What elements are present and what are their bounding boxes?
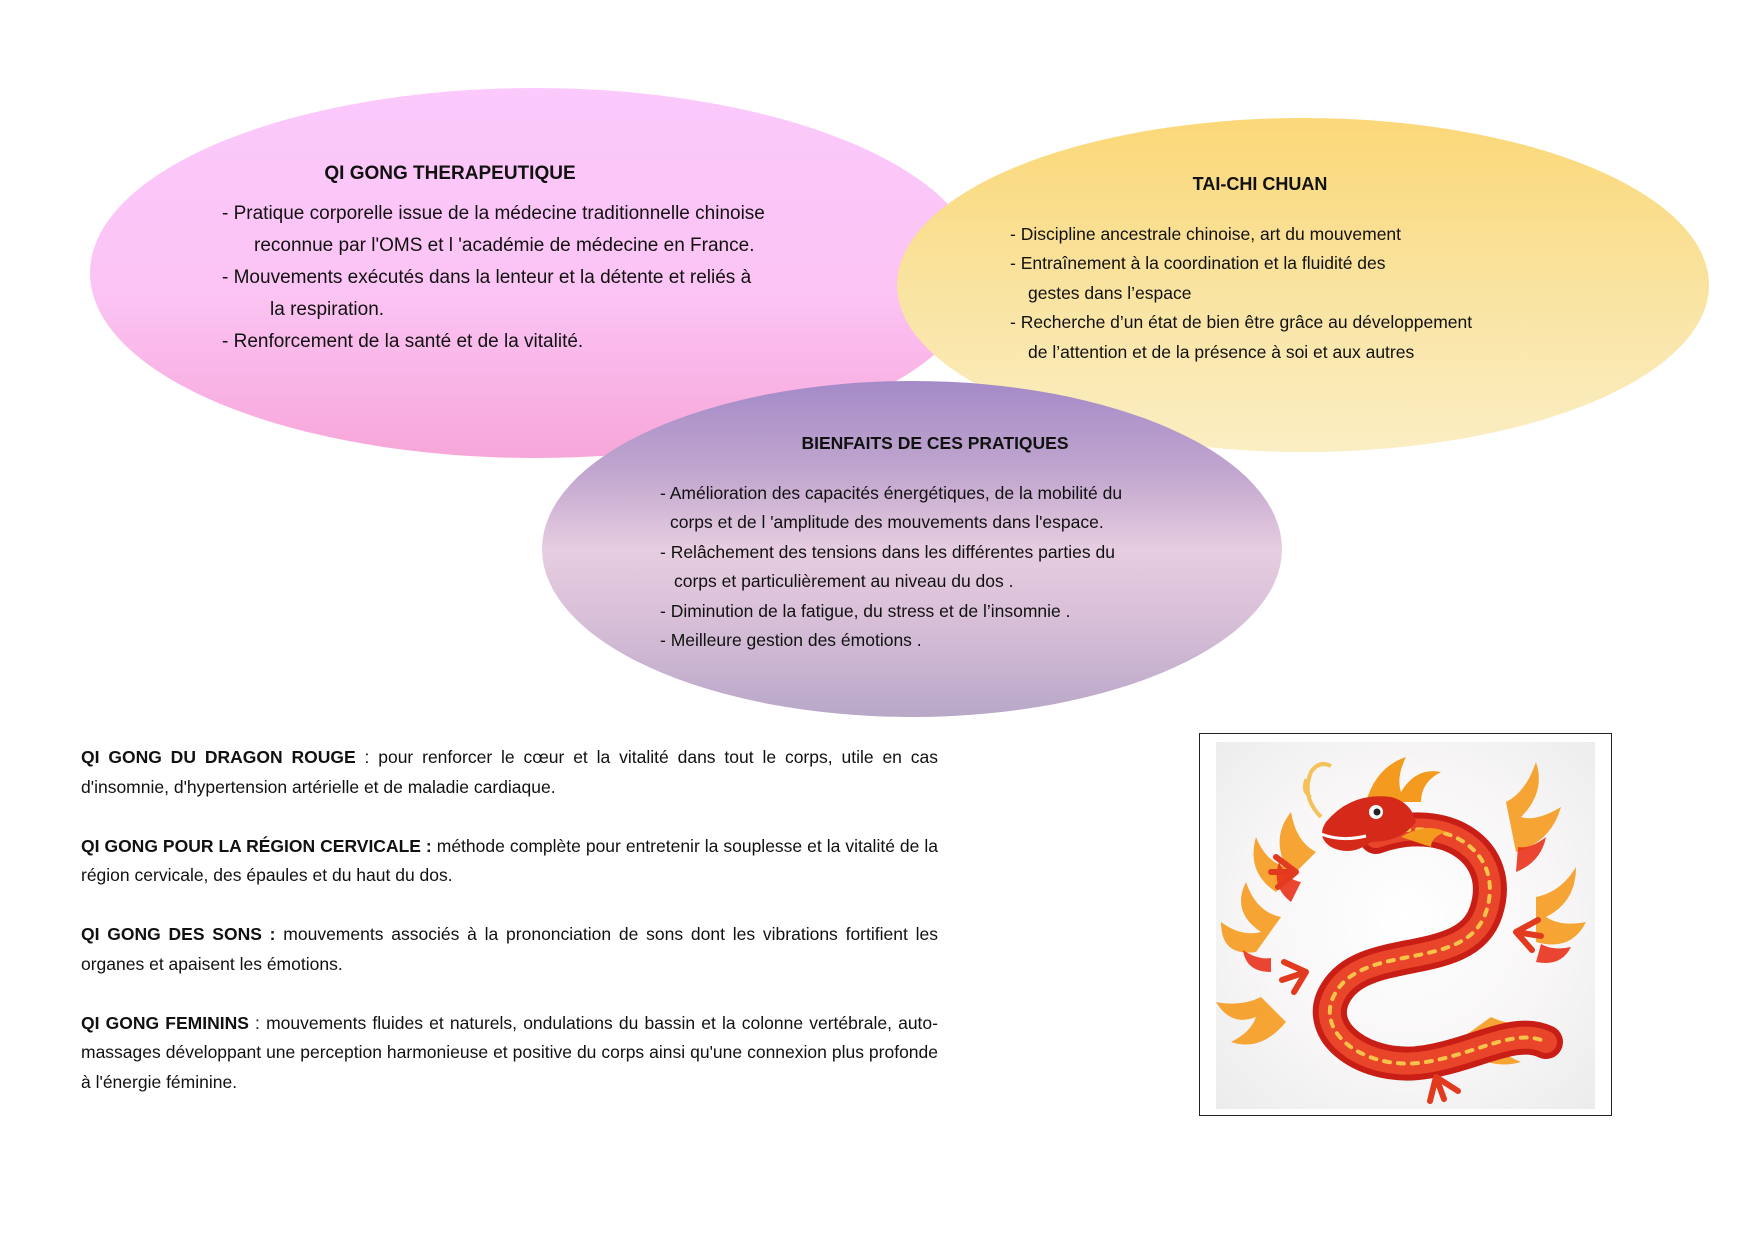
taichi-block [1010, 170, 1570, 367]
red-dragon-illustration [1216, 742, 1595, 1109]
dragon-image-frame [1199, 733, 1612, 1116]
bienfaits-line: corps et particulièrement au niveau du dos . [674, 571, 1014, 591]
paragraph-text: mouvements associés à la prononciation de sons dont les vibrations fortifient les organes et apaisent les émotions. [81, 924, 938, 974]
taichi-line: gestes dans l’espace [1028, 282, 1192, 303]
qigong-therapeutique-block [220, 158, 860, 358]
taichi-line: - Discipline ancestrale chinoise, art du mouvement [1010, 223, 1402, 244]
paragraph-label: QI GONG POUR LA RÉGION CERVICALE : [81, 835, 432, 856]
paragraph-label: QI GONG FEMININS [81, 1012, 249, 1033]
paragraph-region-cervicale [81, 832, 938, 891]
paragraph-feminins [81, 1009, 938, 1098]
bienfaits-title: BIENFAITS DE CES PRATIQUES [801, 433, 1069, 453]
qigong-line: - Mouvements exécutés dans la lenteur et la détente et reliés à [222, 267, 752, 288]
paragraph-text: : mouvements fluides et naturels, ondulations du bassin et la colonne vertébrale, auto-massages développant une perception harmonieuse et positive du corps ainsi qu'une connexion plus profonde à l'énergie féminine. [81, 1012, 938, 1092]
paragraph-dragon-rouge [81, 743, 938, 802]
qigong-types-list [81, 743, 938, 1127]
bienfaits-line: - Amélioration des capacités énergétiques, de la mobilité du [660, 482, 1123, 503]
taichi-line: - Recherche d’un état de bien être grâce au développement [1010, 312, 1473, 332]
paragraph-text: méthode complète pour entretenir la souplesse et la vitalité de la région cervicale, des épaules et du haut du dos. [81, 835, 938, 885]
qigong-line: - Renforcement de la santé et de la vitalité. [222, 331, 584, 352]
paragraph-label: QI GONG DES SONS : [81, 924, 276, 944]
bienfaits-line: - Relâchement des tensions dans les différentes parties du [660, 541, 1115, 562]
bienfaits-line: - Diminution de la fatigue, du stress et de l’insomnie . [660, 600, 1071, 621]
qigong-line: la respiration. [270, 299, 385, 320]
paragraph-sons [81, 920, 938, 979]
bienfaits-line: - Meilleure gestion des émotions . [660, 630, 922, 650]
dragon-image-background [1216, 742, 1595, 1109]
qigong-line: - Pratique corporelle issue de la médecine traditionnelle chinoise [222, 203, 765, 224]
taichi-title: TAI-CHI CHUAN [1192, 174, 1328, 194]
taichi-line: de l’attention et de la présence à soi et aux autres [1028, 341, 1415, 362]
paragraph-text: : pour renforcer le cœur et la vitalité dans tout le corps, utile en cas d'insomnie, d'hypertension artérielle et de maladie cardiaque. [81, 747, 939, 797]
qigong-line: reconnue par l'OMS et l 'académie de médecine en France. [254, 235, 755, 256]
taichi-line: - Entraînement à la coordination et la fluidité des [1010, 253, 1386, 273]
paragraph-label: QI GONG DU DRAGON ROUGE [81, 747, 356, 767]
bienfaits-block [660, 429, 1180, 656]
bienfaits-line: corps et de l 'amplitude des mouvements dans l'espace. [670, 512, 1104, 532]
qigong-therapeutique-title: QI GONG THERAPEUTIQUE [324, 163, 576, 184]
